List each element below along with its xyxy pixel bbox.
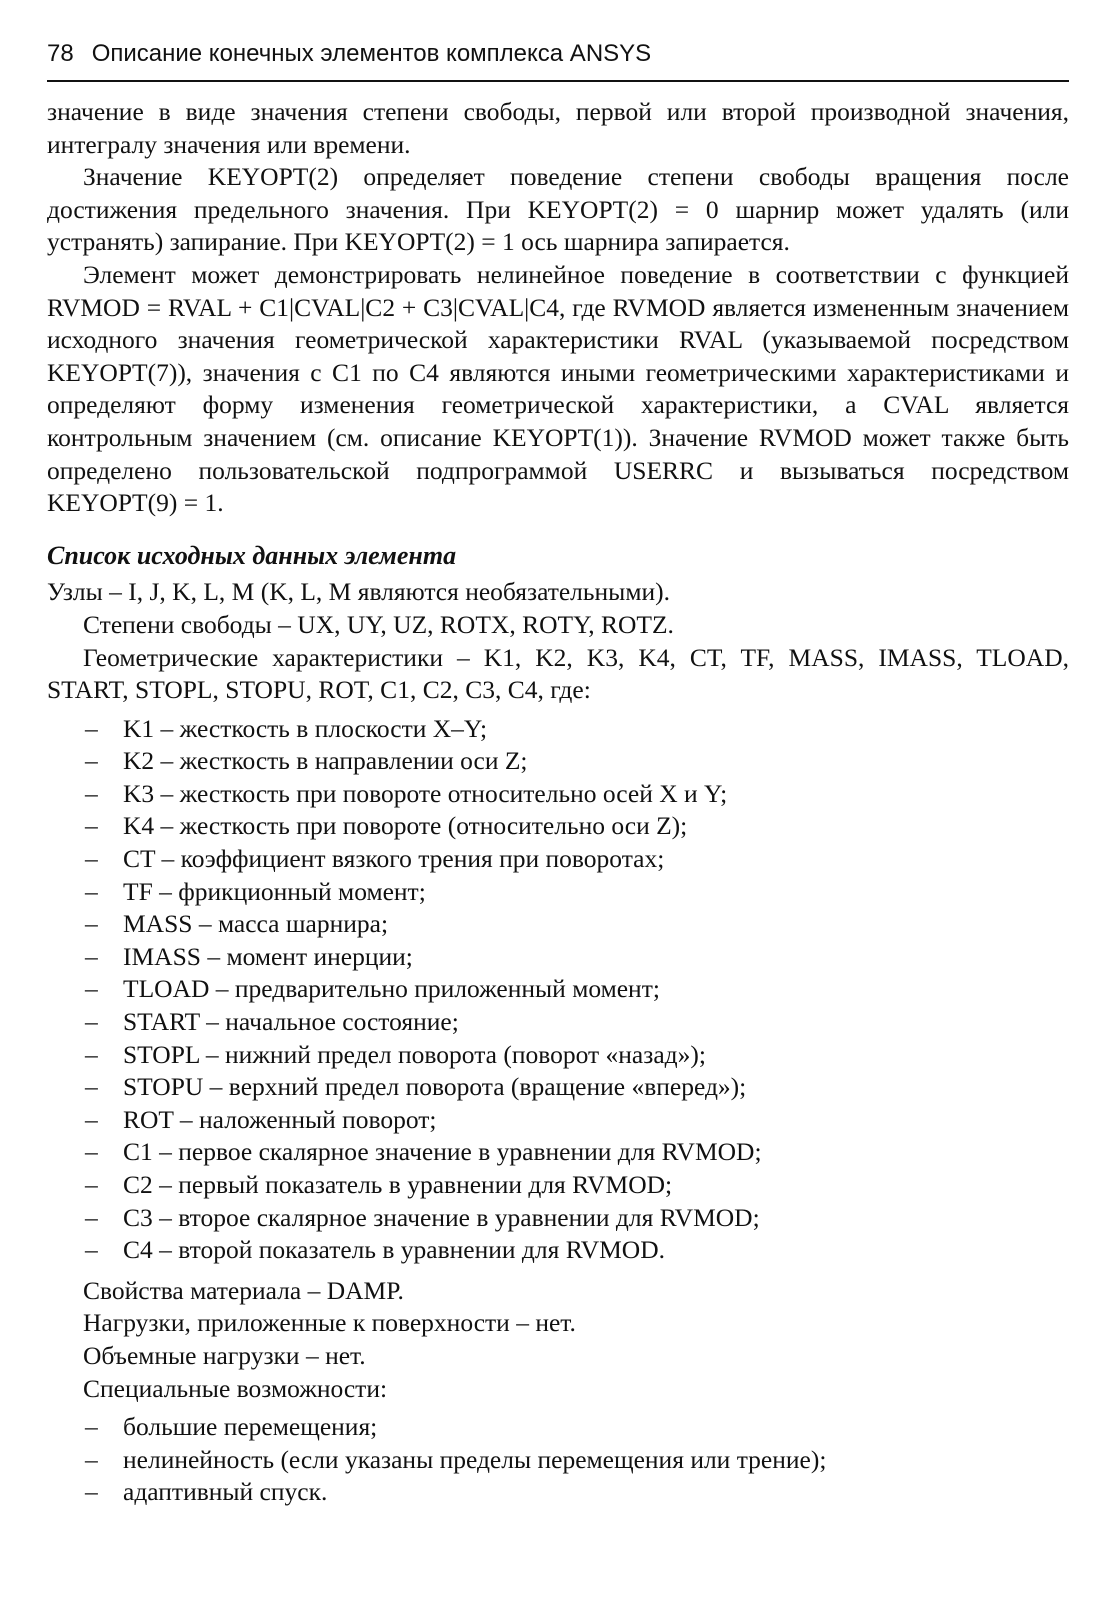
list-item: – K2 – жесткость в направлении оси Z; (47, 745, 1069, 778)
dash-marker: – (85, 1477, 98, 1507)
list-item: – C4 – второй показатель в уравнении для RVMOD. (47, 1234, 1069, 1267)
dash-marker: – (85, 941, 98, 971)
dash-marker: – (85, 1235, 98, 1265)
dash-marker: – (85, 746, 98, 776)
dash-marker: – (85, 1444, 98, 1474)
geometry-line: Геометрические характеристики – K1, K2, K3, K4, CT, TF, MASS, IMASS, TLOAD, START, STOPL, STOPU, ROT, C1, C2, C3, C4, где: (47, 642, 1069, 705)
dash-marker: – (85, 974, 98, 1004)
list-item: – MASS – масса шарнира; (47, 908, 1069, 941)
running-title: Описание конечных элементов комплекса ANSYS (91, 40, 652, 67)
nodes-line: Узлы – I, J, K, L, M (K, L, M являются необязательными). (47, 577, 670, 607)
list-item: – STOPL – нижний предел поворота (поворот «назад»); (47, 1039, 1069, 1072)
section-heading: Список исходных данных элемента (47, 540, 457, 570)
geometry-list (47, 713, 1069, 1267)
list-item: – большие перемещения; (47, 1411, 1069, 1444)
dash-marker: – (85, 713, 98, 743)
page-number: 78 (47, 40, 74, 67)
list-item: – ROT – наложенный поворот; (47, 1104, 1069, 1137)
material-line: Свойства материала – DAMP. (83, 1275, 404, 1305)
dash-marker: – (85, 811, 98, 841)
paragraph-rvmod: Элемент может демонстрировать нелинейное поведение в соответствии с функцией RVMOD = RVAL + C1|CVAL|C2 + C3|CVAL|C4, где RVMOD является измененным значением исходного значения геометрической характеристики RVAL (указываемой посредством KEYOPT(7)), значения с C1 по C4 являются иными геометрическими характеристиками и определяют форму изменения геометрической характеристики, а CVAL является контрольным значением (см. описание KEYOPT(1)). Значение RVMOD может также быть определено пользовательской подпрограммой USERRC и вызываться посредством KEYOPT(9) = 1. (47, 259, 1069, 518)
book-page (47, 40, 1069, 1517)
list-item: – C2 – первый показатель в уравнении для RVMOD; (47, 1169, 1069, 1202)
list-item: – C1 – первое скалярное значение в уравнении для RVMOD; (47, 1136, 1069, 1169)
dash-marker: – (85, 909, 98, 939)
list-item: – START – начальное состояние; (47, 1006, 1069, 1039)
dash-marker: – (85, 1170, 98, 1199)
list-item: – C3 – второе скалярное значение в уравнении для RVMOD; (47, 1202, 1069, 1235)
list-item: – STOPU – верхний предел поворота (вращение «вперед»); (47, 1071, 1069, 1104)
list-item: – IMASS – момент инерции; (47, 941, 1069, 974)
list-item: – адаптивный спуск. (47, 1476, 1069, 1509)
surface-loads-line: Нагрузки, приложенные к поверхности – нет. (83, 1308, 576, 1338)
paragraph-keyopt2: Значение KEYOPT(2) определяет поведение степени свободы вращения после достижения предельного значения. При KEYOPT(2) = 0 шарнир может удалять (или устранять) запирание. При KEYOPT(2) = 1 ось шарнира запирается. (47, 162, 1069, 257)
dash-marker: – (85, 1104, 98, 1134)
list-item: – TLOAD – предварительно приложенный момент; (47, 973, 1069, 1006)
running-header (47, 40, 1069, 74)
list-item: – CT – коэффициент вязкого трения при поворотах; (47, 843, 1069, 876)
dash-marker: – (85, 1412, 98, 1442)
list-item: – TF – фрикционный момент; (47, 876, 1069, 909)
dash-marker: – (85, 876, 98, 906)
list-item: – K1 – жесткость в плоскости X–Y; (47, 713, 1069, 746)
body-loads-line: Объемные нагрузки – нет. (83, 1340, 366, 1370)
list-item: – K4 – жесткость при повороте (относительно оси Z); (47, 810, 1069, 843)
dash-marker: – (85, 1202, 98, 1232)
page-body (47, 96, 1069, 1509)
special-features-line: Специальные возможности: (83, 1373, 388, 1403)
dash-marker: – (85, 1137, 98, 1167)
dash-marker: – (85, 778, 98, 808)
list-item: – K3 – жесткость при повороте относительно осей X и Y; (47, 778, 1069, 811)
dash-marker: – (85, 1072, 98, 1102)
dash-marker: – (85, 1007, 98, 1037)
dof-line: Степени свободы – UX, UY, UZ, ROTX, ROTY, ROTZ. (83, 609, 674, 639)
list-item: – нелинейность (если указаны пределы перемещения или трение); (47, 1444, 1069, 1477)
header-rule (47, 80, 1069, 82)
paragraph-continued: значение в виде значения степени свободы, первой или второй производной значения, интегралу значения или времени. (47, 97, 1069, 159)
dash-marker: – (85, 1039, 98, 1069)
special-features-list (47, 1411, 1069, 1509)
dash-marker: – (85, 844, 98, 874)
